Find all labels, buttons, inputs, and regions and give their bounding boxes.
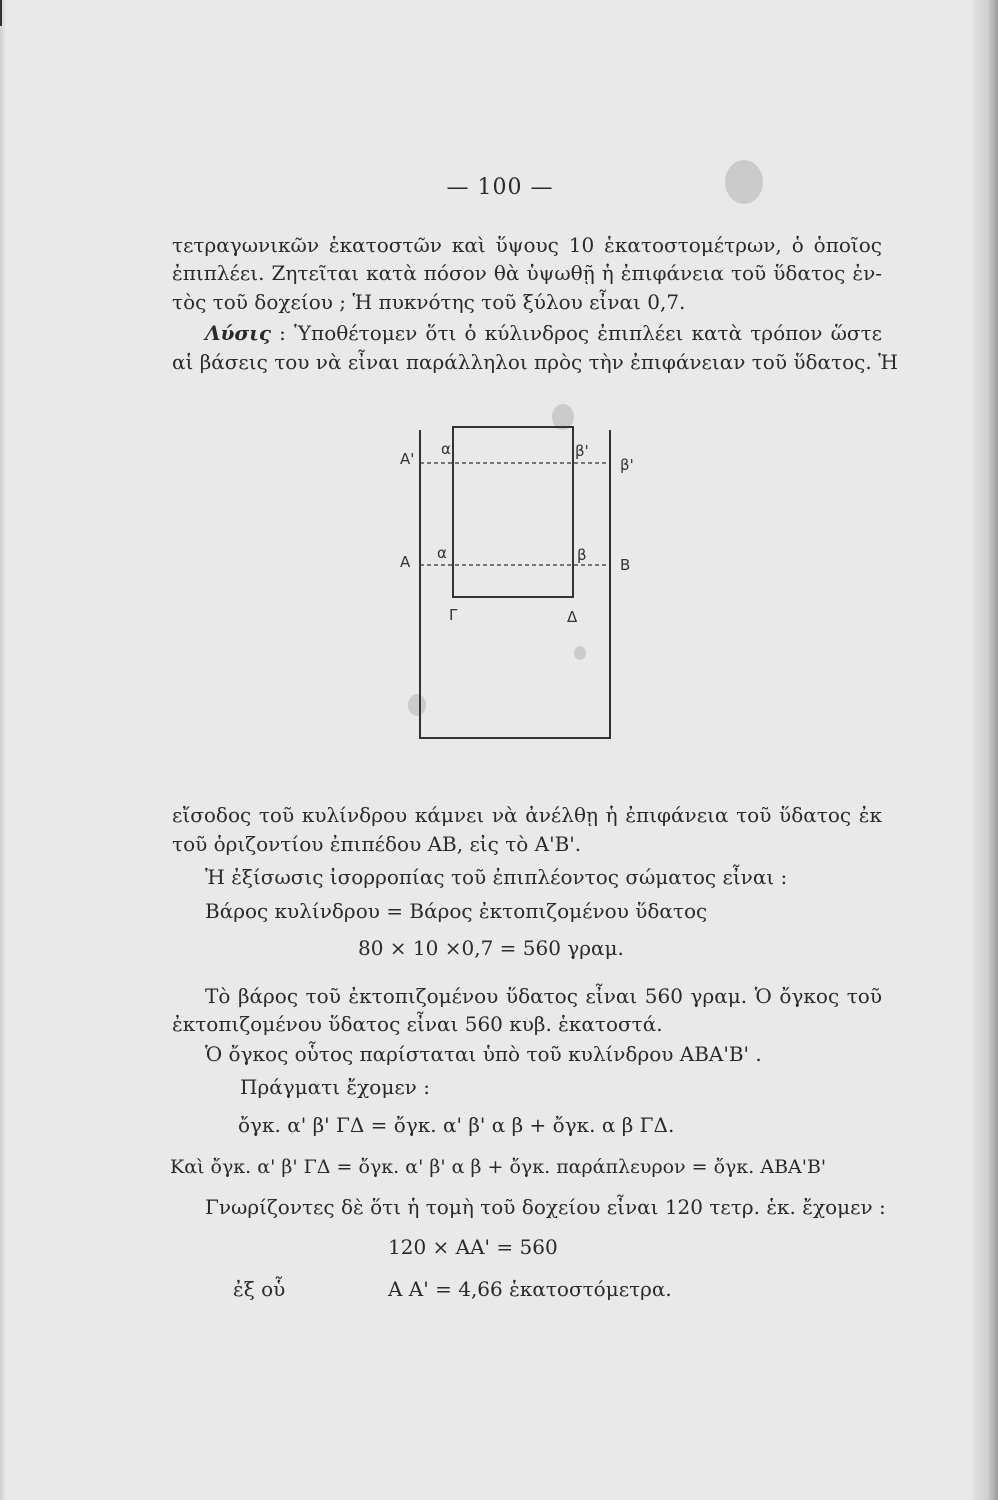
cylinder-diagram (395, 420, 650, 750)
solution-label: Λύσις (205, 321, 271, 345)
cylinder-rect (453, 427, 573, 597)
label-a: α (437, 544, 447, 562)
text-line: ἐκτοπιζομένου ὕδατος εἶναι 560 κυβ. ἑκατοστά. (172, 1012, 663, 1036)
page-right-edge (972, 0, 998, 1500)
label-A-prime: A' (400, 450, 415, 468)
label-Delta: Δ (567, 608, 578, 626)
label-b-prime-inner: β' (575, 442, 589, 460)
text-line: Ἡ ἐξίσωσις ἰσορροπίας τοῦ ἐπιπλέοντος σώματος εἶναι : (205, 865, 788, 889)
equation-line: Καὶ ὄγκ. α' β' ΓΔ = ὄγκ. α' β' α β + ὄγκ. παράπλευρον = ὄγκ. ΑΒΑ'Β' (170, 1156, 827, 1178)
container-outline (420, 430, 610, 738)
page-left-edge (0, 0, 6, 1500)
text-line: Γνωρίζοντες δὲ ὅτι ἡ τομὴ τοῦ δοχείου εἶναι 120 τετρ. ἑκ. ἔχομεν : (205, 1195, 886, 1219)
text-line: Ὁ ὄγκος οὗτος παρίσταται ὑπὸ τοῦ κυλίνδρου ΑΒΑ'Β' . (205, 1042, 762, 1066)
label-B: B (620, 556, 631, 574)
label-B-prime: β' (620, 456, 634, 474)
text-line: τοῦ ὁριζοντίου ἐπιπέδου ΑΒ, εἰς τὸ Α'Β'. (172, 832, 582, 856)
text-line: τετραγωνικῶν ἑκατοστῶν καὶ ὕψους 10 ἑκατοστομέτρων, ὁ ὁποῖος (172, 233, 882, 257)
solution-text: : Ὑποθέτομεν ὅτι ὁ κύλινδρος ἐπιπλέει κατὰ τρόπον ὥστε (279, 321, 882, 345)
label-a-prime: α' (441, 440, 456, 458)
equation-line: ὄγκ. α' β' ΓΔ = ὄγκ. α' β' α β + ὄγκ. α β ΓΔ. (238, 1113, 675, 1137)
page-number: — 100 — (446, 175, 554, 200)
text-line: αἱ βάσεις του νὰ εἶναι παράλληλοι πρὸς τὴν ἐπιφάνειαν τοῦ ὕδατος. Ἡ (172, 350, 898, 374)
text-line: Τὸ βάρος τοῦ ἐκτοπιζομένου ὕδατος εἶναι 560 γραμ. Ὁ ὄγκος τοῦ (205, 984, 882, 1008)
text-line: τὸς τοῦ δοχείου ; Ἡ πυκνότης τοῦ ξύλου εἶναι 0,7. (172, 290, 686, 314)
corner-mark (0, 0, 2, 26)
label-Gamma: Γ (449, 606, 458, 624)
label-A: A (400, 553, 411, 571)
text-line: Πράγματι ἔχομεν : (240, 1075, 430, 1099)
equation-prefix: ἐξ οὗ (233, 1277, 286, 1301)
equation-line: A A' = 4,66 ἑκατοστόμετρα. (388, 1277, 672, 1301)
equation-line: 80 × 10 ×0,7 = 560 γραμ. (358, 936, 624, 960)
label-b-inner: β (577, 546, 587, 564)
text-line: Βάρος κυλίνδρου = Βάρος ἐκτοπιζομένου ὕδατος (205, 899, 708, 923)
equation-line: 120 × AA' = 560 (388, 1235, 558, 1259)
text-line: εἴσοδος τοῦ κυλίνδρου κάμνει νὰ ἀνέλθῃ ἡ ἐπιφάνεια τοῦ ὕδατος ἐκ (172, 803, 882, 827)
solution-line (205, 320, 882, 346)
diagram-svg (395, 420, 650, 750)
text-line: ἐπιπλέει. Ζητεῖται κατὰ πόσον θὰ ὑψωθῇ ἡ ἐπιφάνεια τοῦ ὕδατος ἐν- (172, 261, 882, 285)
